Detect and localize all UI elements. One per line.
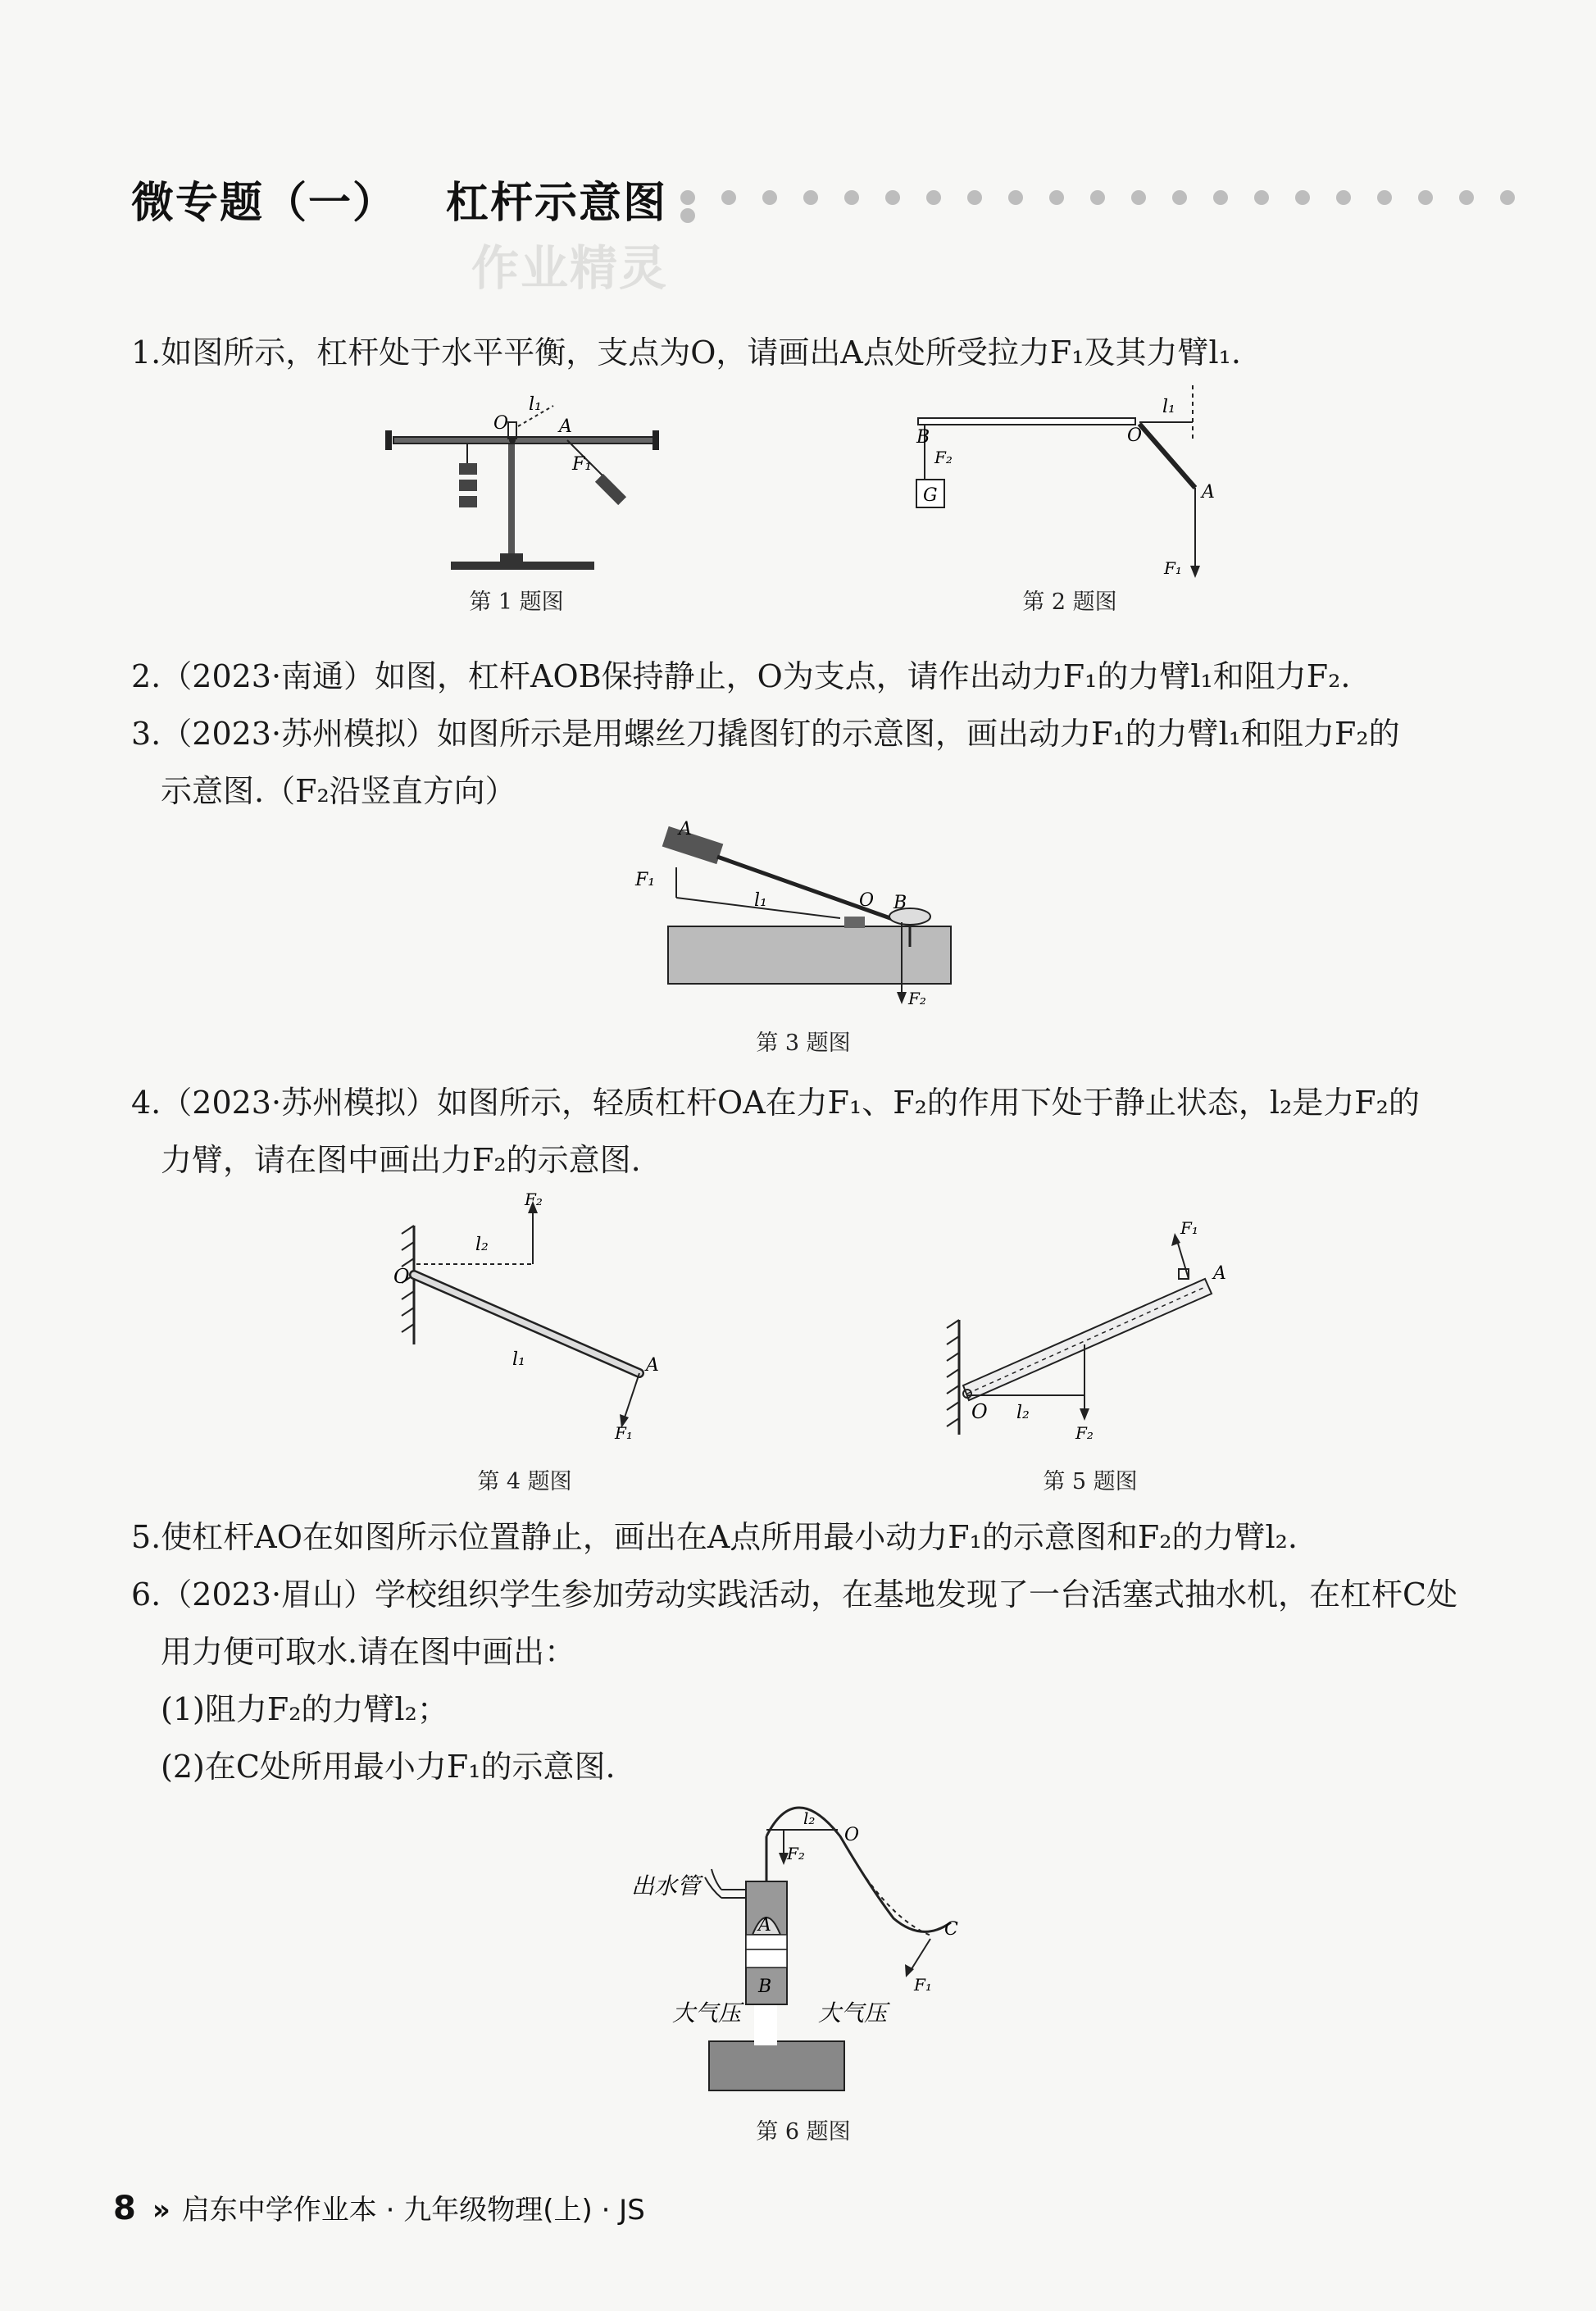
question-number: 6. xyxy=(131,1576,161,1613)
title-left: 微专题（一） xyxy=(131,179,398,228)
question-text: （2023·南通）如图，杠杆AOB保持静止，O为支点，请作出动力F₁的力臂l₁和阻力F₂. xyxy=(161,658,1351,694)
figure-1-caption: 第 1 题图 xyxy=(469,589,564,615)
question-text-continued: 用力便可取水.请在图中画出： xyxy=(161,1634,576,1670)
label-O: O xyxy=(971,1400,988,1423)
label-O: O xyxy=(1127,425,1143,446)
label-B: B xyxy=(893,893,907,913)
question-text: 使杠杆AO在如图所示位置静止，画出在A点所用最小动力F₁的示意图和F₂的力臂l₂. xyxy=(161,1519,1298,1555)
label-B: B xyxy=(758,1977,772,1997)
label-A: A xyxy=(1202,482,1215,503)
page-title xyxy=(131,168,667,230)
question-number: 4. xyxy=(131,1085,161,1121)
figure-5 xyxy=(934,1213,1262,1451)
page-number: 8 xyxy=(113,2190,136,2227)
figure-4-caption: 第 4 题图 xyxy=(477,1469,572,1494)
question-4 xyxy=(131,1074,1492,1189)
question-text: （2023·苏州模拟）如图所示，轻质杠杆OA在力F₁、F₂的作用下处于静止状态，l₂是力F₂的 xyxy=(161,1085,1420,1121)
question-2 xyxy=(131,648,1492,705)
label-F1: F₁ xyxy=(635,870,656,890)
chevron-icon: » xyxy=(152,2194,171,2227)
title-dot-rule xyxy=(680,190,1566,207)
figure-1 xyxy=(377,381,672,574)
sub-question-2: (2)在C处所用最小力F₁的示意图. xyxy=(161,1749,616,1785)
label-F1: F₁ xyxy=(572,454,593,475)
label-l1: l₁ xyxy=(1162,397,1175,417)
question-number: 5. xyxy=(131,1519,161,1555)
label-F1: F₁ xyxy=(1164,558,1182,578)
figure-2-caption: 第 2 题图 xyxy=(1022,589,1117,615)
question-text-continued: 示意图.（F₂沿竖直方向） xyxy=(161,773,516,809)
label-F1: F₁ xyxy=(1180,1218,1198,1238)
label-F2: F₂ xyxy=(1075,1423,1094,1443)
figure-3-caption: 第 3 题图 xyxy=(756,1030,851,1056)
question-number: 2. xyxy=(131,658,161,694)
question-number: 1. xyxy=(131,334,161,371)
figure-6 xyxy=(623,1804,1000,2099)
figure-4 xyxy=(377,1189,689,1443)
figure-3 xyxy=(631,820,975,1008)
label-G: G xyxy=(923,485,938,506)
label-F2: F₂ xyxy=(525,1190,543,1209)
book-title: 启东中学作业本 · 九年级物理(上) · JS xyxy=(181,2194,645,2227)
label-l2: l₂ xyxy=(475,1235,489,1255)
figure-5-caption: 第 5 题图 xyxy=(1043,1469,1138,1494)
label-F1: F₁ xyxy=(615,1423,633,1443)
label-O: O xyxy=(493,413,509,434)
label-F2: F₂ xyxy=(908,989,926,1008)
label-l1: l₁ xyxy=(754,890,767,911)
label-atm-left: 大气压 xyxy=(672,1999,742,2027)
label-atm-right: 大气压 xyxy=(818,1999,888,2027)
label-l2: l₂ xyxy=(1016,1403,1030,1423)
label-B: B xyxy=(916,427,930,448)
sub-question-1: (1)阻力F₂的力臂l₂； xyxy=(161,1691,448,1727)
label-F1: F₁ xyxy=(914,1975,932,1995)
label-l1: l₁ xyxy=(512,1349,525,1370)
question-1 xyxy=(131,324,1492,381)
question-6 xyxy=(131,1566,1492,1795)
label-outlet: 出水管 xyxy=(631,1872,701,1899)
figure-2 xyxy=(893,381,1246,586)
label-C: C xyxy=(944,1919,958,1940)
label-O: O xyxy=(393,1265,410,1288)
label-O: O xyxy=(844,1825,860,1845)
label-F2: F₂ xyxy=(787,1844,805,1863)
title-right: 杠杆示意图 xyxy=(446,179,668,228)
label-l1: l₁ xyxy=(529,394,542,415)
question-text: 如图所示，杠杆处于水平平衡，支点为O，请画出A点处所受拉力F₁及其力臂l₁. xyxy=(161,334,1241,371)
label-O: O xyxy=(859,890,875,911)
label-A: A xyxy=(1213,1263,1226,1284)
question-text: （2023·眉山）学校组织学生参加劳动实践活动，在基地发现了一台活塞式抽水机，在杠杆C处 xyxy=(161,1576,1458,1613)
question-text-continued: 力臂，请在图中画出力F₂的示意图. xyxy=(161,1142,641,1178)
page-footer xyxy=(113,2187,645,2227)
label-A: A xyxy=(758,1915,771,1936)
label-F2: F₂ xyxy=(934,448,953,467)
question-3 xyxy=(131,705,1492,820)
question-5 xyxy=(131,1508,1492,1566)
question-text: （2023·苏州模拟）如图所示是用螺丝刀撬图钉的示意图，画出动力F₁的力臂l₁和阻力F₂的 xyxy=(161,716,1400,752)
label-A: A xyxy=(559,416,572,437)
figure-6-caption: 第 6 题图 xyxy=(756,2119,851,2145)
label-l2: l₂ xyxy=(803,1808,816,1828)
question-number: 3. xyxy=(131,716,161,752)
watermark: 作业精灵 xyxy=(471,240,669,296)
label-A: A xyxy=(646,1355,659,1376)
label-A: A xyxy=(679,820,692,839)
